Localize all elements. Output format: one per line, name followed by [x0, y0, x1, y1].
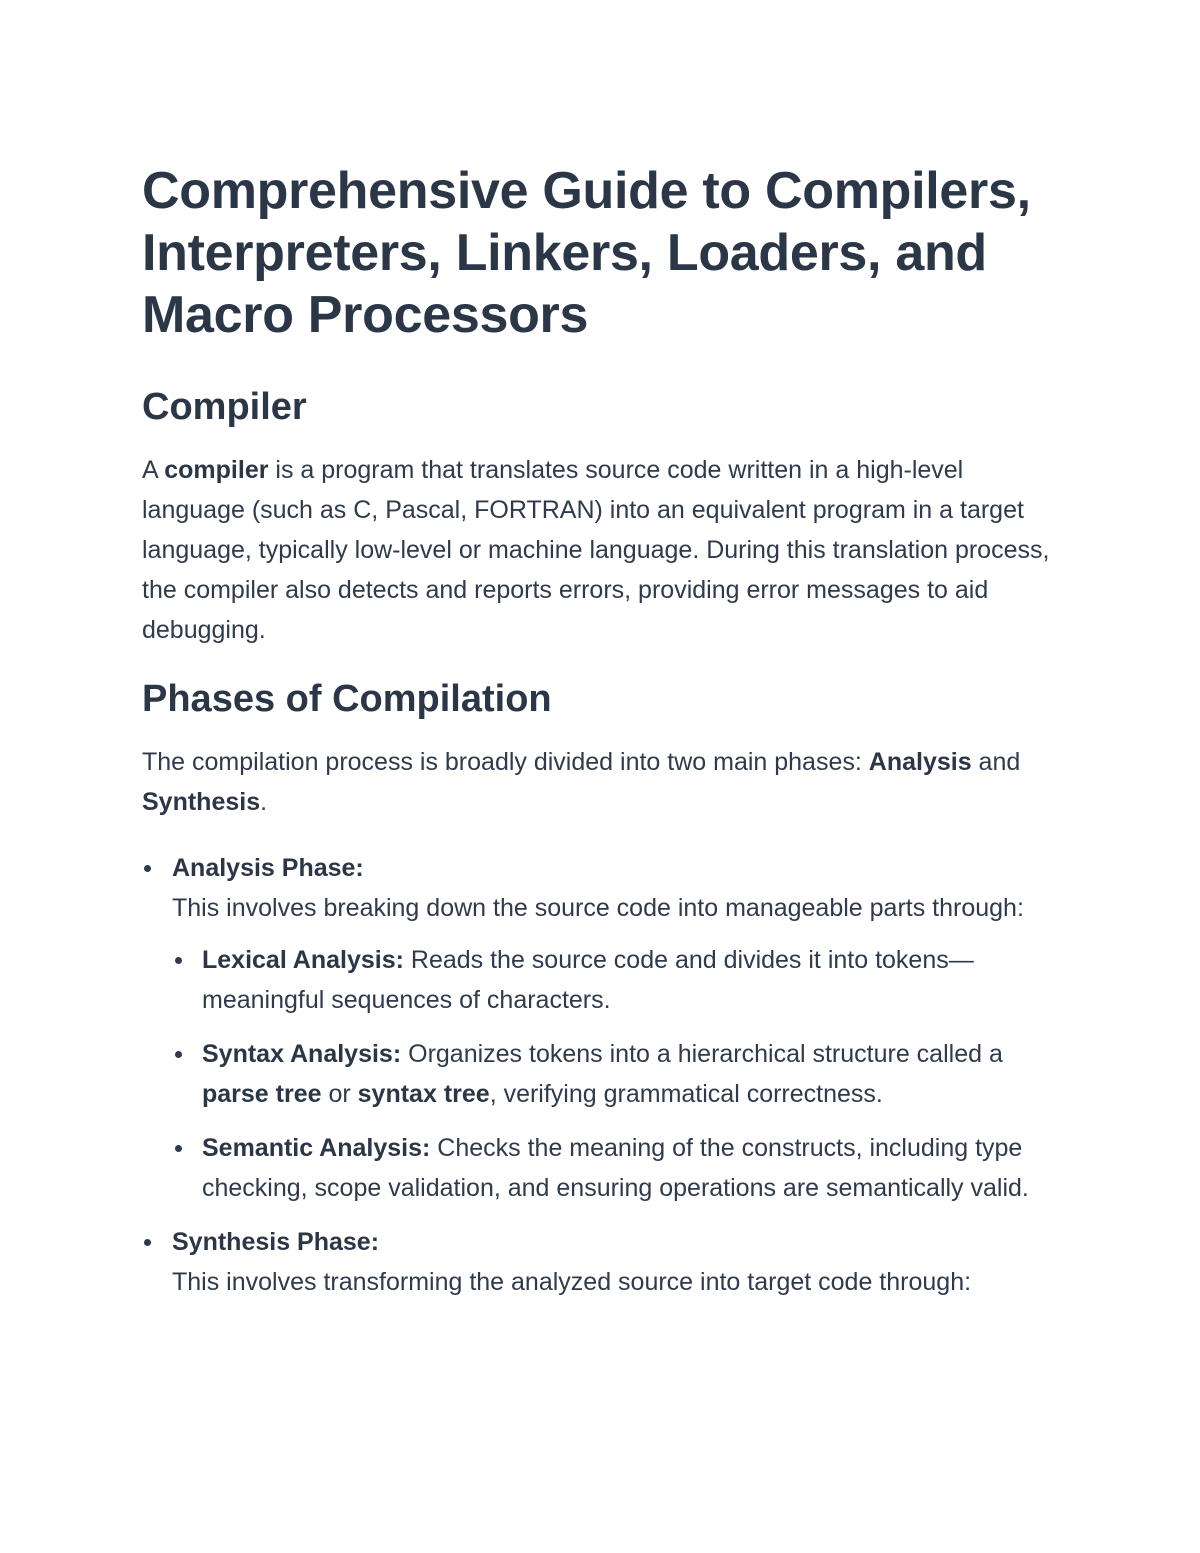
compiler-paragraph-rest: is a program that translates source code written in a high-level language (such as C, Pascal, FORTRAN) into an equivalent program in a target language, typically low-level or machine language. During this translation process, the compiler also detects and reports errors, providing error messages to aid debugging. [142, 456, 1050, 644]
phases-list [142, 848, 1072, 1302]
lexical-analysis-text: Reads the source code and divides it into tokens—meaningful sequences of characters. [202, 946, 974, 1014]
syntax-analysis-text-c: , verifying grammatical correctness. [489, 1080, 883, 1108]
compiler-term: compiler [164, 456, 269, 484]
document-page [142, 160, 1072, 1316]
analysis-phase-label: Analysis Phase: [172, 854, 364, 882]
list-item-syntax-analysis [172, 1034, 1072, 1114]
analysis-term: Analysis [868, 748, 972, 776]
synthesis-phase-label: Synthesis Phase: [172, 1228, 380, 1256]
syntax-tree-term: syntax tree [357, 1080, 490, 1108]
page-title: Comprehensive Guide to Compilers, Interpreters, Linkers, Loaders, and Macro Processors [142, 162, 1031, 344]
syntax-analysis-label: Syntax Analysis: [202, 1040, 402, 1068]
syntax-analysis-text-b: or [321, 1080, 358, 1108]
lexical-analysis-label: Lexical Analysis: [202, 946, 404, 974]
phases-intro-start: The compilation process is broadly divided into two main phases: [142, 748, 869, 776]
phases-intro [142, 742, 1072, 822]
compiler-paragraph [142, 450, 1072, 650]
list-item-lexical-analysis [172, 940, 1072, 1020]
synthesis-phase-desc: This involves transforming the analyzed source into target code through: [172, 1268, 972, 1296]
semantic-analysis-label: Semantic Analysis: [202, 1134, 431, 1162]
synthesis-term: Synthesis [142, 788, 261, 816]
semantic-analysis-text: Checks the meaning of the constructs, including type checking, scope validation, and ensuring operations are semantically valid. [202, 1134, 1029, 1202]
syntax-analysis-text-a: Organizes tokens into a hierarchical structure called a [401, 1040, 1003, 1068]
list-item-semantic-analysis [172, 1128, 1072, 1208]
analysis-sublist [172, 940, 1072, 1208]
list-item-synthesis-phase [142, 1222, 1072, 1302]
section-heading-phases: Phases of Compilation [142, 678, 552, 720]
parse-tree-term: parse tree [202, 1080, 322, 1108]
compiler-paragraph-start: A [142, 456, 165, 484]
phases-intro-mid: and [971, 748, 1021, 776]
phases-intro-end: . [260, 788, 268, 816]
analysis-phase-desc: This involves breaking down the source code into manageable parts through: [172, 894, 1024, 922]
list-item-analysis-phase [142, 848, 1072, 1208]
section-heading-compiler: Compiler [142, 386, 307, 428]
